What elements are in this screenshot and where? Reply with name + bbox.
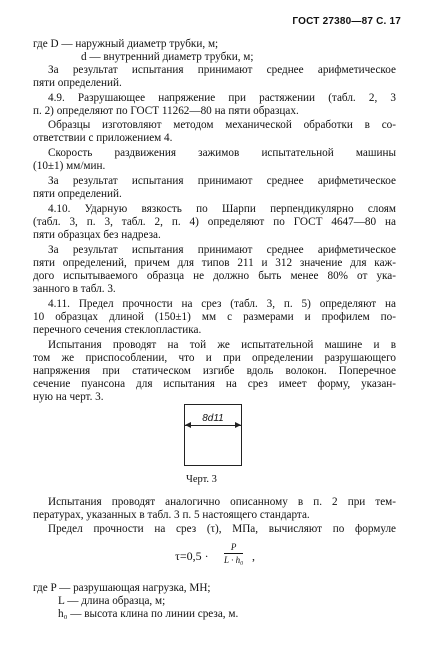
formula-fraction: [224, 542, 243, 565]
text-line: Испытания проводят аналогично описанному в п. 2 при тем-: [48, 496, 396, 508]
text-line: пяти образцах без надреза.: [33, 229, 161, 241]
formula-denominator: L · h₀: [224, 555, 244, 565]
text-line: п. 2) определяют по ГОСТ 11262—80 на пяти образцах.: [33, 105, 299, 117]
text-line: 10 образцах длиной (150±1) мм с размерами и профилем по-: [33, 311, 396, 323]
text-line: 4.11. Предел прочности на срез (табл. 3, п. 5) определяют на: [48, 298, 396, 310]
figure-dimension-label: 8d11: [202, 413, 224, 424]
text-line: перечного сечения стеклопластика.: [33, 324, 202, 336]
page-header: ГОСТ 27380—87 С. 17: [292, 16, 401, 27]
text-line: h₀ — высота клина по линии среза, м.: [58, 608, 239, 620]
text-line: Скорость раздвижения зажимов испытательной машины: [48, 147, 396, 159]
text-line: пяти определений.: [33, 188, 122, 200]
text-line: Испытания проводят на той же испытательной машине и в: [48, 339, 396, 351]
text-line: дого испытываемого образца не должно быть менее 80% от ука-: [33, 270, 396, 282]
text-line: пяти определений.: [33, 77, 122, 89]
text-line: L — длина образца, м;: [58, 595, 166, 607]
text-line: пературах, указанных в табл. 3 п. 5 настоящего стандарта.: [33, 509, 310, 521]
text-line: (10±1) мм/мин.: [33, 160, 106, 172]
fraction-bar: [224, 553, 243, 554]
text-line: 4.10. Ударную вязкость по Шарпи перпендикулярно слоям: [48, 203, 396, 215]
text-line: ответствии с приложением 4.: [33, 132, 173, 144]
formula-numerator: P: [230, 542, 237, 552]
figure-3-cross-section: [184, 404, 242, 466]
text-line: том же приспособлении, что и при определении разрушающего: [33, 352, 396, 364]
text-line: За результат испытания принимают среднее арифметическое: [48, 244, 396, 256]
text-line: где D — наружный диаметр трубки, м;: [33, 38, 219, 50]
formula-tail: ,: [252, 549, 255, 563]
text-line: 4.9. Разрушающее напряжение при растяжении (табл. 2, 3: [48, 92, 396, 104]
dimension-arrow: [185, 425, 241, 426]
text-line: занного в табл. 3.: [33, 283, 116, 295]
formula-lhs: τ=0,5 ·: [175, 549, 209, 563]
text-line: (табл. 3, п. 3, табл. 2, п. 4) определяют по ГОСТ 4647—80 на: [33, 216, 396, 228]
figure-caption: Черт. 3: [186, 474, 217, 485]
text-line: d — внутренний диаметр трубки, м;: [81, 51, 254, 63]
text-line: Предел прочности на срез (τ), МПа, вычисляют по формуле: [48, 523, 396, 535]
text-line: сечение пуансона для испытания на срез имеет форму, указан-: [33, 378, 396, 390]
text-line: ную на черт. 3.: [33, 391, 104, 403]
text-line: Образцы изготовляют методом механической обработки в со-: [48, 119, 396, 131]
text-line: напряжения при статическом изгибе вдоль волокон. Поперечное: [33, 365, 396, 377]
text-line: где P — разрушающая нагрузка, МН;: [33, 582, 211, 594]
text-line: За результат испытания принимают среднее арифметическое: [48, 175, 396, 187]
text-line: пяти определений, причем для типов 211 и 312 значение для каж-: [33, 257, 396, 269]
text-line: За результат испытания принимают среднее арифметическое: [48, 64, 396, 76]
